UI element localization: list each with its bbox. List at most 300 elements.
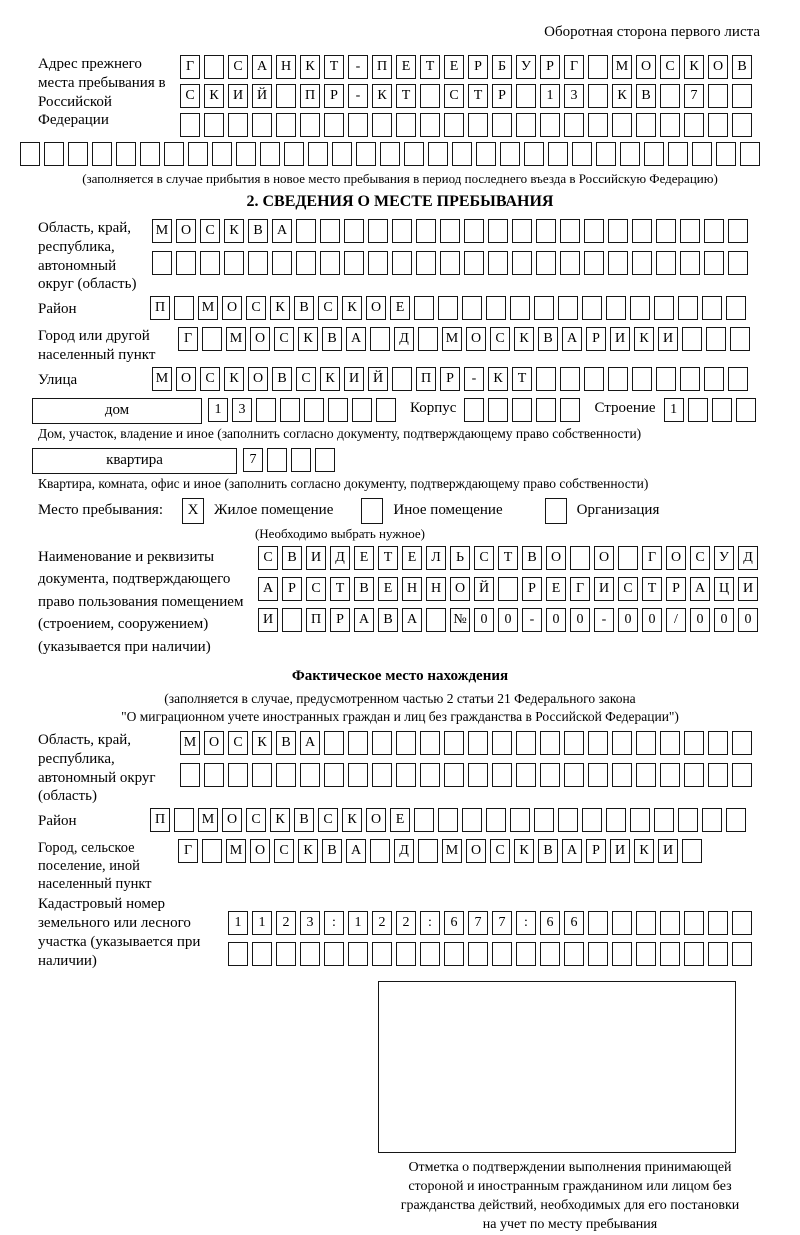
char-cell[interactable]	[420, 942, 440, 966]
char-cell[interactable]: К	[270, 296, 290, 320]
char-cell[interactable]: А	[562, 839, 582, 863]
char-cell[interactable]	[680, 251, 700, 275]
char-cell[interactable]: О	[250, 839, 270, 863]
char-cell[interactable]	[224, 251, 244, 275]
char-cell[interactable]	[558, 808, 578, 832]
char-cell[interactable]: М	[442, 839, 462, 863]
char-cell[interactable]	[704, 367, 724, 391]
char-cell[interactable]	[654, 296, 674, 320]
char-cell[interactable]: С	[200, 367, 220, 391]
char-cell[interactable]	[296, 251, 316, 275]
char-cell[interactable]	[428, 142, 448, 166]
char-cell[interactable]: К	[252, 731, 272, 755]
char-cell[interactable]	[344, 251, 364, 275]
char-cell[interactable]	[376, 398, 396, 422]
char-cell[interactable]: Д	[738, 546, 758, 570]
char-cell[interactable]: К	[320, 367, 340, 391]
char-cell[interactable]	[570, 546, 590, 570]
char-cell[interactable]	[200, 251, 220, 275]
char-cell[interactable]: С	[618, 577, 638, 601]
char-cell[interactable]: Р	[440, 367, 460, 391]
char-cell[interactable]	[680, 219, 700, 243]
char-cell[interactable]	[516, 942, 536, 966]
char-cell[interactable]	[392, 251, 412, 275]
char-cell[interactable]: П	[306, 608, 326, 632]
char-cell[interactable]: К	[372, 84, 392, 108]
char-cell[interactable]	[728, 367, 748, 391]
char-cell[interactable]: 1	[348, 911, 368, 935]
char-cell[interactable]	[267, 448, 287, 472]
char-cell[interactable]	[680, 367, 700, 391]
char-cell[interactable]: :	[516, 911, 536, 935]
char-cell[interactable]: -	[522, 608, 542, 632]
char-cell[interactable]: 2	[396, 911, 416, 935]
char-cell[interactable]: И	[306, 546, 326, 570]
char-cell[interactable]: А	[300, 731, 320, 755]
char-cell[interactable]: С	[228, 731, 248, 755]
char-cell[interactable]: К	[514, 839, 534, 863]
char-cell[interactable]: Г	[642, 546, 662, 570]
char-cell[interactable]: Т	[498, 546, 518, 570]
char-cell[interactable]	[516, 113, 536, 137]
char-cell[interactable]: В	[272, 367, 292, 391]
char-cell[interactable]	[512, 219, 532, 243]
char-cell[interactable]: О	[466, 327, 486, 351]
char-cell[interactable]: 0	[570, 608, 590, 632]
char-cell[interactable]: К	[514, 327, 534, 351]
char-cell[interactable]	[352, 398, 372, 422]
char-cell[interactable]	[228, 942, 248, 966]
char-cell[interactable]: М	[612, 55, 632, 79]
char-cell[interactable]: О	[666, 546, 686, 570]
char-cell[interactable]	[276, 113, 296, 137]
char-cell[interactable]	[682, 839, 702, 863]
char-cell[interactable]	[684, 731, 704, 755]
char-cell[interactable]	[612, 911, 632, 935]
char-cell[interactable]: М	[226, 839, 246, 863]
char-cell[interactable]: У	[516, 55, 536, 79]
char-cell[interactable]: 1	[228, 911, 248, 935]
char-cell[interactable]	[632, 367, 652, 391]
char-cell[interactable]	[236, 142, 256, 166]
char-cell[interactable]	[660, 113, 680, 137]
char-cell[interactable]	[716, 142, 736, 166]
char-cell[interactable]	[740, 142, 760, 166]
char-cell[interactable]	[276, 84, 296, 108]
char-cell[interactable]: 0	[690, 608, 710, 632]
char-cell[interactable]	[636, 731, 656, 755]
char-cell[interactable]: А	[252, 55, 272, 79]
char-cell[interactable]	[560, 251, 580, 275]
char-cell[interactable]: М	[152, 367, 172, 391]
char-cell[interactable]	[444, 763, 464, 787]
char-cell[interactable]: М	[442, 327, 462, 351]
char-cell[interactable]: Н	[402, 577, 422, 601]
char-cell[interactable]: Р	[468, 55, 488, 79]
char-cell[interactable]	[684, 942, 704, 966]
char-cell[interactable]: В	[522, 546, 542, 570]
char-cell[interactable]	[728, 219, 748, 243]
char-cell[interactable]	[558, 296, 578, 320]
char-cell[interactable]	[204, 55, 224, 79]
char-cell[interactable]: 0	[642, 608, 662, 632]
char-cell[interactable]	[324, 763, 344, 787]
char-cell[interactable]: Ь	[450, 546, 470, 570]
char-cell[interactable]	[660, 731, 680, 755]
char-cell[interactable]	[416, 219, 436, 243]
char-cell[interactable]: 0	[618, 608, 638, 632]
char-cell[interactable]: А	[346, 839, 366, 863]
char-cell[interactable]	[636, 763, 656, 787]
char-cell[interactable]: К	[224, 367, 244, 391]
char-cell[interactable]	[438, 296, 458, 320]
char-cell[interactable]	[516, 731, 536, 755]
char-cell[interactable]	[708, 763, 728, 787]
char-cell[interactable]	[630, 296, 650, 320]
char-cell[interactable]: Н	[276, 55, 296, 79]
char-cell[interactable]	[636, 911, 656, 935]
char-cell[interactable]	[486, 808, 506, 832]
char-cell[interactable]: А	[562, 327, 582, 351]
char-cell[interactable]: И	[344, 367, 364, 391]
char-cell[interactable]: Р	[666, 577, 686, 601]
char-cell[interactable]	[620, 142, 640, 166]
char-cell[interactable]: А	[346, 327, 366, 351]
org-checkbox[interactable]	[545, 498, 567, 524]
char-cell[interactable]: В	[538, 839, 558, 863]
char-cell[interactable]	[380, 142, 400, 166]
char-cell[interactable]: 2	[276, 911, 296, 935]
char-cell[interactable]: 0	[546, 608, 566, 632]
char-cell[interactable]	[444, 731, 464, 755]
char-cell[interactable]	[248, 251, 268, 275]
char-cell[interactable]: Р	[586, 327, 606, 351]
char-cell[interactable]	[300, 763, 320, 787]
char-cell[interactable]	[732, 763, 752, 787]
char-cell[interactable]	[440, 219, 460, 243]
char-cell[interactable]: К	[684, 55, 704, 79]
char-cell[interactable]	[256, 398, 276, 422]
char-cell[interactable]: И	[228, 84, 248, 108]
char-cell[interactable]: 7	[684, 84, 704, 108]
char-cell[interactable]	[468, 113, 488, 137]
char-cell[interactable]	[644, 142, 664, 166]
char-cell[interactable]	[464, 219, 484, 243]
char-cell[interactable]	[92, 142, 112, 166]
char-cell[interactable]: К	[298, 327, 318, 351]
char-cell[interactable]	[44, 142, 64, 166]
char-cell[interactable]: В	[636, 84, 656, 108]
char-cell[interactable]	[300, 942, 320, 966]
char-cell[interactable]	[348, 113, 368, 137]
char-cell[interactable]	[708, 942, 728, 966]
char-cell[interactable]: И	[610, 327, 630, 351]
char-cell[interactable]: Р	[540, 55, 560, 79]
char-cell[interactable]: Е	[546, 577, 566, 601]
char-cell[interactable]: М	[198, 296, 218, 320]
char-cell[interactable]	[548, 142, 568, 166]
char-cell[interactable]	[308, 142, 328, 166]
char-cell[interactable]	[588, 84, 608, 108]
char-cell[interactable]	[688, 398, 708, 422]
char-cell[interactable]: Г	[178, 839, 198, 863]
char-cell[interactable]	[660, 84, 680, 108]
char-cell[interactable]: Г	[564, 55, 584, 79]
char-cell[interactable]	[291, 448, 311, 472]
char-cell[interactable]: О	[594, 546, 614, 570]
char-cell[interactable]	[152, 251, 172, 275]
char-cell[interactable]	[174, 296, 194, 320]
char-cell[interactable]: О	[176, 367, 196, 391]
char-cell[interactable]: А	[690, 577, 710, 601]
char-cell[interactable]: Ц	[714, 577, 734, 601]
char-cell[interactable]	[612, 113, 632, 137]
char-cell[interactable]	[492, 942, 512, 966]
char-cell[interactable]	[540, 763, 560, 787]
char-cell[interactable]	[328, 398, 348, 422]
char-cell[interactable]: 6	[444, 911, 464, 935]
char-cell[interactable]: В	[732, 55, 752, 79]
char-cell[interactable]: С	[306, 577, 326, 601]
char-cell[interactable]	[492, 763, 512, 787]
char-cell[interactable]	[730, 327, 750, 351]
char-cell[interactable]	[444, 942, 464, 966]
char-cell[interactable]: Р	[586, 839, 606, 863]
char-cell[interactable]: Р	[324, 84, 344, 108]
char-cell[interactable]: О	[222, 296, 242, 320]
char-cell[interactable]: С	[180, 84, 200, 108]
char-cell[interactable]: -	[464, 367, 484, 391]
char-cell[interactable]	[564, 731, 584, 755]
char-cell[interactable]: Т	[396, 84, 416, 108]
char-cell[interactable]: :	[324, 911, 344, 935]
char-cell[interactable]	[164, 142, 184, 166]
char-cell[interactable]: С	[296, 367, 316, 391]
char-cell[interactable]: А	[272, 219, 292, 243]
char-cell[interactable]	[560, 219, 580, 243]
char-cell[interactable]: О	[366, 296, 386, 320]
char-cell[interactable]	[324, 942, 344, 966]
char-cell[interactable]: Е	[354, 546, 374, 570]
char-cell[interactable]	[684, 113, 704, 137]
char-cell[interactable]	[584, 367, 604, 391]
char-cell[interactable]: Г	[180, 55, 200, 79]
char-cell[interactable]	[464, 251, 484, 275]
char-cell[interactable]	[692, 142, 712, 166]
char-cell[interactable]	[414, 808, 434, 832]
char-cell[interactable]	[540, 731, 560, 755]
char-cell[interactable]: С	[444, 84, 464, 108]
char-cell[interactable]	[188, 142, 208, 166]
char-cell[interactable]	[304, 398, 324, 422]
char-cell[interactable]	[524, 142, 544, 166]
char-cell[interactable]	[732, 942, 752, 966]
char-cell[interactable]	[418, 839, 438, 863]
char-cell[interactable]: Т	[378, 546, 398, 570]
char-cell[interactable]: Г	[178, 327, 198, 351]
char-cell[interactable]	[584, 219, 604, 243]
char-cell[interactable]	[396, 113, 416, 137]
char-cell[interactable]	[488, 398, 508, 422]
char-cell[interactable]	[324, 731, 344, 755]
char-cell[interactable]	[564, 763, 584, 787]
char-cell[interactable]	[176, 251, 196, 275]
char-cell[interactable]: С	[318, 296, 338, 320]
char-cell[interactable]	[684, 763, 704, 787]
char-cell[interactable]	[252, 763, 272, 787]
char-cell[interactable]: Й	[368, 367, 388, 391]
char-cell[interactable]: В	[322, 327, 342, 351]
char-cell[interactable]: И	[258, 608, 278, 632]
char-cell[interactable]	[510, 808, 530, 832]
char-cell[interactable]: Т	[324, 55, 344, 79]
char-cell[interactable]	[426, 608, 446, 632]
char-cell[interactable]: Р	[330, 608, 350, 632]
char-cell[interactable]	[276, 763, 296, 787]
char-cell[interactable]: В	[248, 219, 268, 243]
char-cell[interactable]: П	[150, 808, 170, 832]
char-cell[interactable]	[416, 251, 436, 275]
char-cell[interactable]: М	[198, 808, 218, 832]
char-cell[interactable]: У	[714, 546, 734, 570]
char-cell[interactable]	[368, 251, 388, 275]
char-cell[interactable]: К	[342, 296, 362, 320]
char-cell[interactable]	[536, 251, 556, 275]
char-cell[interactable]	[572, 142, 592, 166]
char-cell[interactable]	[660, 942, 680, 966]
char-cell[interactable]	[682, 327, 702, 351]
char-cell[interactable]	[116, 142, 136, 166]
char-cell[interactable]	[372, 731, 392, 755]
char-cell[interactable]	[444, 113, 464, 137]
char-cell[interactable]	[564, 942, 584, 966]
char-cell[interactable]: И	[594, 577, 614, 601]
char-cell[interactable]: Т	[330, 577, 350, 601]
char-cell[interactable]	[462, 296, 482, 320]
char-cell[interactable]: 6	[564, 911, 584, 935]
char-cell[interactable]	[212, 142, 232, 166]
char-cell[interactable]	[392, 367, 412, 391]
char-cell[interactable]: С	[490, 839, 510, 863]
char-cell[interactable]	[320, 219, 340, 243]
char-cell[interactable]: О	[708, 55, 728, 79]
char-cell[interactable]: В	[294, 296, 314, 320]
char-cell[interactable]: М	[226, 327, 246, 351]
char-cell[interactable]: К	[488, 367, 508, 391]
char-cell[interactable]	[606, 296, 626, 320]
char-cell[interactable]: Е	[378, 577, 398, 601]
char-cell[interactable]: Е	[402, 546, 422, 570]
char-cell[interactable]: Б	[492, 55, 512, 79]
char-cell[interactable]: Т	[468, 84, 488, 108]
char-cell[interactable]: Е	[390, 296, 410, 320]
char-cell[interactable]: О	[248, 367, 268, 391]
char-cell[interactable]	[534, 808, 554, 832]
char-cell[interactable]: И	[738, 577, 758, 601]
char-cell[interactable]	[704, 219, 724, 243]
char-cell[interactable]	[618, 546, 638, 570]
char-cell[interactable]: Т	[420, 55, 440, 79]
char-cell[interactable]: К	[612, 84, 632, 108]
char-cell[interactable]	[418, 327, 438, 351]
char-cell[interactable]	[204, 113, 224, 137]
char-cell[interactable]	[20, 142, 40, 166]
char-cell[interactable]: К	[342, 808, 362, 832]
char-cell[interactable]: К	[300, 55, 320, 79]
char-cell[interactable]: П	[416, 367, 436, 391]
char-cell[interactable]	[462, 808, 482, 832]
char-cell[interactable]	[280, 398, 300, 422]
char-cell[interactable]	[204, 763, 224, 787]
char-cell[interactable]	[582, 808, 602, 832]
char-cell[interactable]: Р	[282, 577, 302, 601]
char-cell[interactable]: К	[224, 219, 244, 243]
char-cell[interactable]	[536, 219, 556, 243]
char-cell[interactable]	[492, 731, 512, 755]
char-cell[interactable]	[656, 251, 676, 275]
char-cell[interactable]	[582, 296, 602, 320]
char-cell[interactable]: 7	[468, 911, 488, 935]
char-cell[interactable]	[660, 911, 680, 935]
char-cell[interactable]: П	[300, 84, 320, 108]
char-cell[interactable]: В	[322, 839, 342, 863]
char-cell[interactable]	[180, 113, 200, 137]
char-cell[interactable]: 1	[540, 84, 560, 108]
char-cell[interactable]	[702, 808, 722, 832]
char-cell[interactable]: -	[594, 608, 614, 632]
char-cell[interactable]: 2	[372, 911, 392, 935]
char-cell[interactable]: -	[348, 84, 368, 108]
char-cell[interactable]	[732, 113, 752, 137]
char-cell[interactable]: С	[246, 808, 266, 832]
char-cell[interactable]: С	[474, 546, 494, 570]
char-cell[interactable]	[708, 911, 728, 935]
char-cell[interactable]	[704, 251, 724, 275]
char-cell[interactable]	[660, 763, 680, 787]
char-cell[interactable]	[488, 251, 508, 275]
char-cell[interactable]: 7	[243, 448, 263, 472]
char-cell[interactable]	[732, 911, 752, 935]
char-cell[interactable]	[468, 942, 488, 966]
char-cell[interactable]: И	[658, 839, 678, 863]
char-cell[interactable]: С	[274, 327, 294, 351]
char-cell[interactable]	[608, 251, 628, 275]
char-cell[interactable]	[678, 808, 698, 832]
char-cell[interactable]: О	[366, 808, 386, 832]
char-cell[interactable]	[612, 763, 632, 787]
char-cell[interactable]: С	[200, 219, 220, 243]
char-cell[interactable]: А	[402, 608, 422, 632]
char-cell[interactable]: С	[318, 808, 338, 832]
char-cell[interactable]: В	[538, 327, 558, 351]
char-cell[interactable]: -	[348, 55, 368, 79]
char-cell[interactable]: О	[466, 839, 486, 863]
char-cell[interactable]	[736, 398, 756, 422]
char-cell[interactable]: О	[636, 55, 656, 79]
char-cell[interactable]	[500, 142, 520, 166]
char-cell[interactable]: Г	[570, 577, 590, 601]
char-cell[interactable]	[332, 142, 352, 166]
char-cell[interactable]	[534, 296, 554, 320]
char-cell[interactable]: О	[176, 219, 196, 243]
char-cell[interactable]	[348, 731, 368, 755]
char-cell[interactable]	[712, 398, 732, 422]
char-cell[interactable]	[420, 763, 440, 787]
char-cell[interactable]: Й	[474, 577, 494, 601]
char-cell[interactable]: К	[204, 84, 224, 108]
char-cell[interactable]	[420, 84, 440, 108]
char-cell[interactable]	[708, 84, 728, 108]
